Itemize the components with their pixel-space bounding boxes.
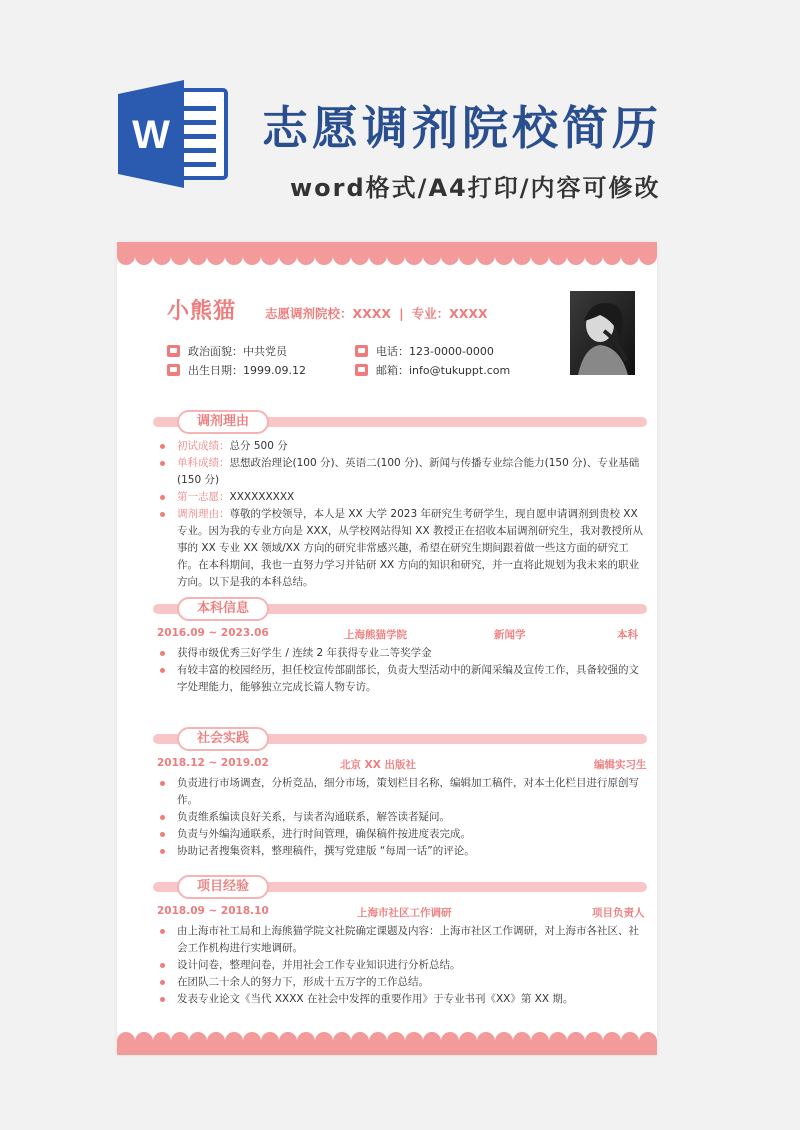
calendar-icon [167, 364, 180, 376]
project-role: 项目负责人 [592, 907, 645, 919]
section-title-project: 项目经验 [177, 875, 269, 899]
project-org: 上海市社区工作调研 [357, 907, 452, 919]
section-title-undergrad: 本科信息 [177, 597, 269, 621]
phone-label: 电话： [376, 345, 409, 358]
undergrad-timeline [157, 627, 637, 643]
list-item: 初试成绩：总分 500 分 [155, 438, 645, 455]
candidate-name: 小熊猫 [167, 299, 237, 324]
target-line [265, 304, 488, 322]
undergrad-degree: 本科 [617, 629, 638, 641]
section-title-adjust: 调剂理由 [177, 410, 269, 434]
target-major: 专业：XXXX [411, 306, 488, 321]
political-value: 中共党员 [243, 345, 287, 358]
project-date: 2018.09 ~ 2018.10 [157, 905, 269, 917]
undergrad-list [155, 645, 645, 696]
undergrad-date: 2016.09 ~ 2023.06 [157, 627, 269, 639]
target-separator: | [399, 306, 404, 321]
list-item: 获得市级优秀三好学生 / 连续 2 年获得专业二等奖学金 [155, 645, 645, 662]
banner [0, 0, 800, 230]
list-item: 有较丰富的校园经历，担任校宣传部副部长，负责大型活动中的新闻采编及宣传工作，具备较强的文字处理能力，能够独立完成长篇人物专访。 [155, 662, 645, 696]
person-icon [167, 345, 180, 357]
email-value: info@tukuppt.com [409, 363, 511, 377]
mail-icon [355, 364, 368, 376]
email-label: 邮箱： [376, 364, 409, 377]
target-school: 志愿调剂院校：XXXX [265, 306, 392, 321]
scallop-border-bottom [117, 1029, 657, 1055]
list-item: 负责与外编沟通联系，进行时间管理，确保稿件按进度表完成。 [155, 826, 645, 843]
practice-date: 2018.12 ~ 2019.02 [157, 757, 269, 769]
practice-org: 北京 XX 出版社 [340, 759, 417, 771]
list-item: 调剂理由：尊敬的学校领导，本人是 XX 大学 2023 年研究生考研学生，现自愿申请调剂到贵校 XX 专业。因为我的专业方向是 XXX，从学校网站得知 XX 教授正在招收本届调剂研究生，我对教授所从事的 XX 专业 XX 领域/XX 方向的研究非常感兴趣，希望在研究生期间跟着做一些这方面的研究工作。在本科期间，我也一直努力学习并钻研 XX 方向的知识和研究，并一直将此规划为我未来的职业方向。以下是我的本科总结。 [155, 506, 645, 591]
birth-value: 1999.09.12 [243, 363, 306, 377]
phone-row [355, 343, 494, 359]
list-item: 设计问卷，整理问卷，并用社会工作专业知识进行分析总结。 [155, 957, 645, 974]
word-document-icon [118, 80, 230, 188]
phone-icon [355, 345, 368, 357]
scallop-border-top [117, 242, 657, 268]
list-item: 负责进行市场调查，分析竞品，细分市场，策划栏目名称，编辑加工稿件，对本土化栏目进行原创写作。 [155, 775, 645, 809]
profile-photo [570, 291, 635, 375]
political-row [167, 343, 287, 359]
banner-title: 志愿调剂院校简历 [262, 101, 662, 155]
email-row [355, 362, 510, 378]
section-title-practice: 社会实践 [177, 727, 269, 751]
undergrad-major: 新闻学 [494, 629, 526, 641]
list-item: 在团队二十余人的努力下，形成十五万字的工作总结。 [155, 974, 645, 991]
banner-subtitle: word格式/A4打印/内容可修改 [290, 174, 661, 202]
list-item: 第一志愿：XXXXXXXXX [155, 489, 645, 506]
phone-value: 123-0000-0000 [409, 344, 494, 358]
project-timeline [157, 905, 645, 921]
practice-list [155, 775, 645, 860]
list-item: 负责维系编读良好关系，与读者沟通联系，解答读者疑问。 [155, 809, 645, 826]
birth-label: 出生日期： [188, 364, 243, 377]
resume-page [117, 242, 657, 1055]
undergrad-org: 上海熊猫学院 [344, 629, 407, 641]
practice-timeline [157, 757, 647, 773]
list-item: 由上海市社工局和上海熊猫学院文社院确定课题及内容：上海市社区工作调研，对上海市各社区、社会工作机构进行实地调研。 [155, 923, 645, 957]
project-list [155, 923, 645, 1008]
list-item: 协助记者搜集资料，整理稿件，撰写党建版 “每周一话”的评论。 [155, 843, 645, 860]
political-label: 政治面貌： [188, 345, 243, 358]
list-item: 发表专业论文《当代 XXXX 在社会中发挥的重要作用》于专业书刊《XX》第 XX 期。 [155, 991, 645, 1008]
birth-row [167, 362, 306, 378]
list-item: 单科成绩：思想政治理论(100 分)、英语二(100 分)、新闻与传播专业综合能力(150 分)、专业基础(150 分) [155, 455, 645, 489]
practice-role: 编辑实习生 [594, 759, 647, 771]
adjust-list [155, 438, 645, 591]
word-letter: W [132, 113, 170, 157]
